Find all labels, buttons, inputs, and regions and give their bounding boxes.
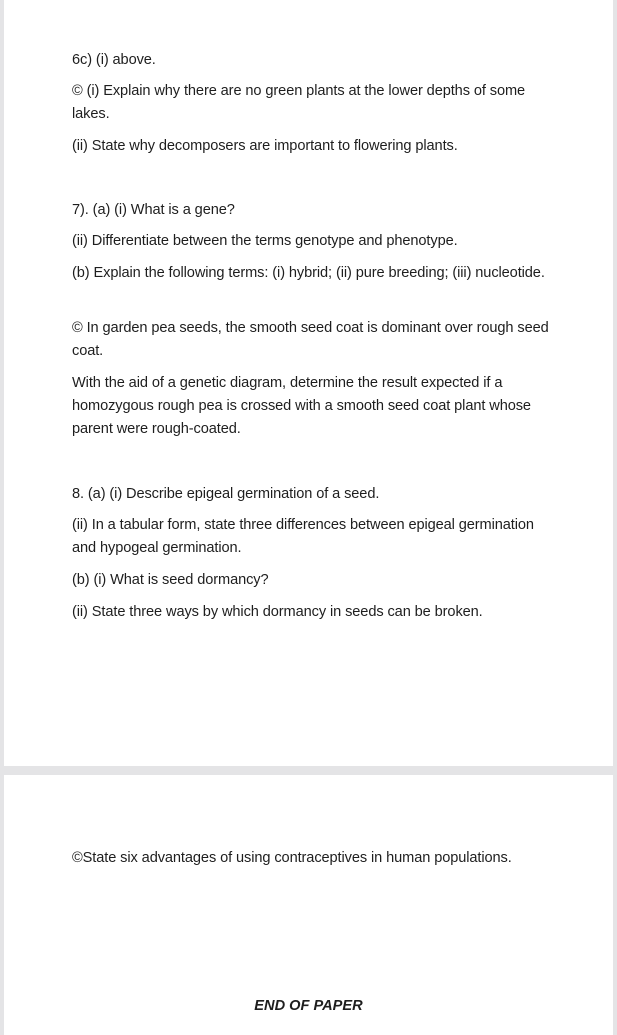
question-7c: © In garden pea seeds, the smooth seed coat is dominant over rough seed coat. [72, 320, 549, 359]
question-6c-ii: (ii) State why decomposers are important to flowering plants. [72, 138, 458, 154]
question-8a-i: 8. (a) (i) Describe epigeal germination of a seed. [72, 486, 380, 502]
end-of-paper: END OF PAPER [254, 998, 363, 1014]
question-8b-i: (b) (i) What is seed dormancy? [72, 572, 269, 588]
question-6c-continuation: 6c) (i) above. [72, 52, 156, 68]
question-8a-ii: (ii) In a tabular form, state three differences between epigeal germination and hypogeal germination. [72, 517, 534, 556]
question-7a-i: 7). (a) (i) What is a gene? [72, 202, 235, 218]
question-7c-genetic-diagram: With the aid of a genetic diagram, determine the result expected if a homozygous rough pea is crossed with a smooth seed coat plant whose parent were rough-coated. [72, 375, 531, 437]
question-7b: (b) Explain the following terms: (i) hybrid; (ii) pure breeding; (iii) nucleotide. [72, 265, 545, 281]
question-6c-i: © (i) Explain why there are no green plants at the lower depths of some lakes. [72, 83, 526, 122]
document-page-2 [4, 775, 613, 1035]
question-contraceptives: ©State six advantages of using contraceptives in human populations. [72, 850, 512, 866]
question-7a-ii: (ii) Differentiate between the terms genotype and phenotype. [72, 233, 458, 249]
question-8b-ii: (ii) State three ways by which dormancy in seeds can be broken. [72, 604, 483, 620]
